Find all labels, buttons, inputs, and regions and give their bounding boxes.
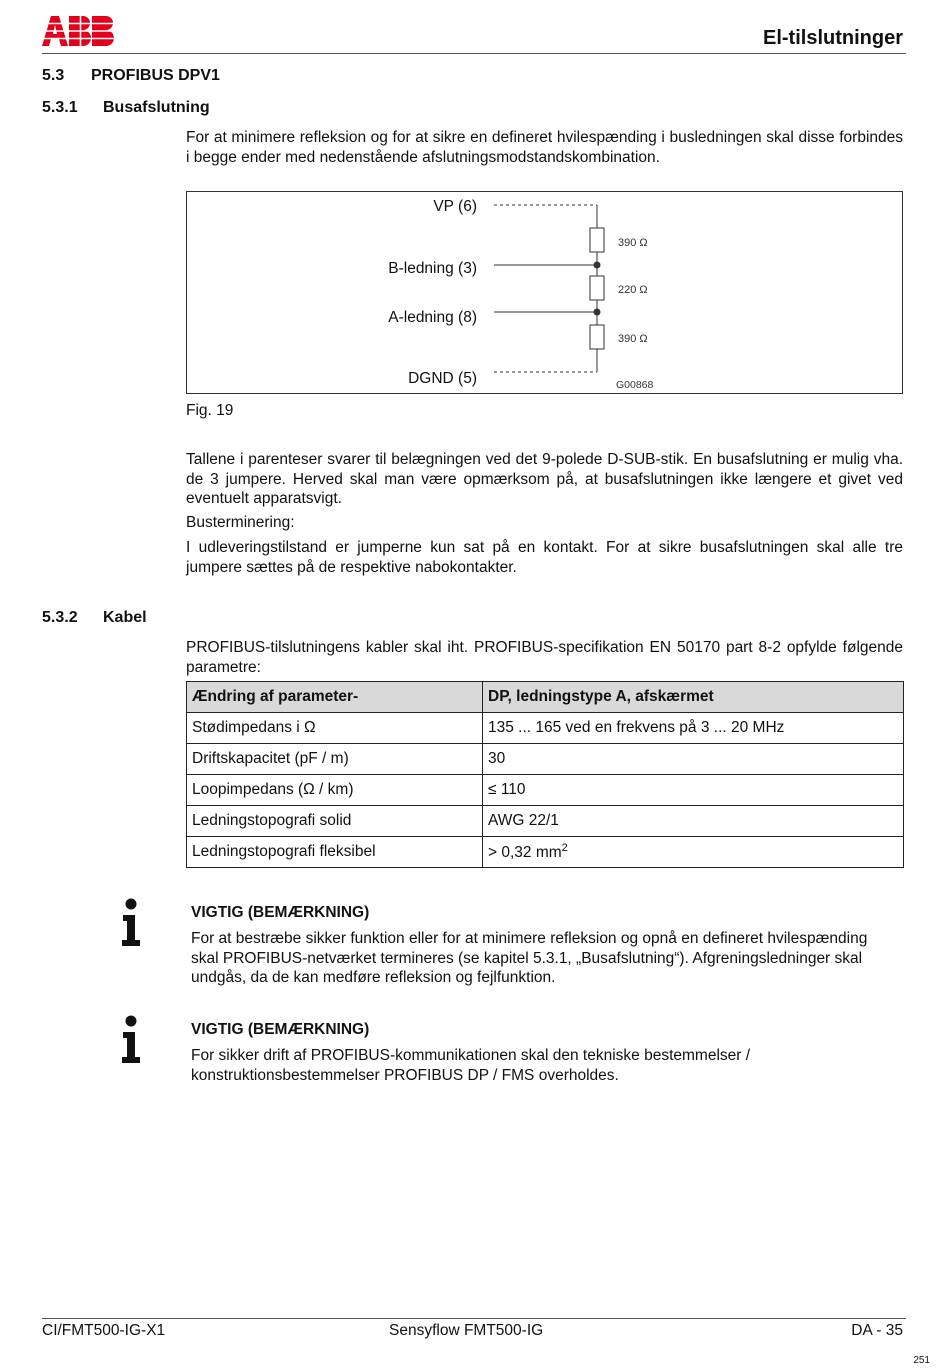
cable-parameter-table	[186, 681, 904, 868]
footer-divider	[42, 1318, 906, 1319]
superscript: 2	[561, 841, 568, 854]
cell-value: > 0,32 mm	[488, 844, 562, 862]
note-title: VIGTIG (BEMÆRKNING)	[191, 904, 370, 921]
subsection-number: 5.3.2	[42, 609, 78, 626]
r3-value: 390 Ω	[618, 333, 648, 345]
subsection-number: 5.3.1	[42, 99, 78, 116]
table-row	[187, 775, 904, 806]
a-junction	[594, 309, 601, 316]
abb-logo	[42, 16, 118, 46]
r2-value: 220 Ω	[618, 284, 648, 296]
table-row	[187, 713, 904, 744]
termination-diagram	[186, 191, 903, 394]
figure-code: G00868	[616, 379, 654, 391]
table-row	[187, 837, 904, 868]
table-row	[187, 806, 904, 837]
info-icon	[118, 1015, 144, 1063]
footer-page: DA - 35	[851, 1322, 903, 1339]
a-line-label: A-ledning (8)	[388, 309, 477, 326]
footer-doc-id: CI/FMT500-IG-X1	[42, 1322, 166, 1339]
figure-caption: Fig. 19	[186, 402, 234, 419]
info-icon	[118, 898, 144, 946]
table-cell: Loopimpedans (Ω / km)	[187, 775, 483, 806]
body-paragraph-3: I udleveringstilstand er jumperne kun sat på en kontakt. For at sikre busafslutningen skal alle tre jumpere sættes på de respektive nabokontakter.	[186, 539, 903, 576]
table-cell: Ledningstopografi solid	[187, 806, 483, 837]
sheet-number: 251	[913, 1355, 930, 1366]
body-paragraph-1: Tallene i parenteser svarer til belægningen ved det 9-polede D-SUB-stik. En busafslutning er mulig vha. de 3 jumpere. Herved skal man være opmærksom på, at busafslutningen ikke længere et givet ved eventuelt apparatsvigt.	[186, 451, 903, 507]
table-header-row	[187, 682, 904, 713]
vp-label: VP (6)	[433, 198, 477, 215]
intro-paragraph: For at minimere refleksion og for at sikre en defineret hvilespænding i busledningen skal disse forbindes i begge ender med nedenstående afslutningsmodstandskombination.	[186, 129, 903, 166]
b-junction	[594, 262, 601, 269]
table-cell: ≤ 110	[483, 775, 904, 806]
resistor-r3	[590, 325, 604, 349]
table-row	[187, 744, 904, 775]
table-cell	[483, 837, 904, 868]
section-number: 5.3	[42, 67, 65, 84]
table-cell: Stødimpedans i Ω	[187, 713, 483, 744]
table-cell: 30	[483, 744, 904, 775]
resistor-r2	[590, 276, 604, 300]
table-cell: Ledningstopografi fleksibel	[187, 837, 483, 868]
resistor-r1	[590, 228, 604, 252]
body-paragraph-2: Busterminering:	[186, 514, 295, 531]
table-cell: 135 ... 165 ved en frekvens på 3 ... 20 MHz	[483, 713, 904, 744]
header-title: El-tilslutninger	[763, 27, 903, 49]
section-title: PROFIBUS DPV1	[91, 67, 220, 84]
footer-product: Sensyflow FMT500-IG	[389, 1322, 544, 1339]
note-title: VIGTIG (BEMÆRKNING)	[191, 1021, 370, 1038]
r1-value: 390 Ω	[618, 237, 648, 249]
note-text: For sikker drift af PROFIBUS-kommunikationen skal den tekniske bestemmelser / konstruktionsbestemmelser PROFIBUS DP / FMS overholdes.	[191, 1047, 751, 1084]
b-line-label: B-ledning (3)	[388, 260, 477, 277]
subsection-title: Kabel	[103, 609, 147, 626]
dgnd-label: DGND (5)	[408, 370, 477, 387]
cable-intro: PROFIBUS-tilslutningens kabler skal iht. PROFIBUS-specifikation EN 50170 part 8-2 opfylde følgende parametre:	[186, 639, 903, 676]
table-header-cell: DP, ledningstype A, afskærmet	[483, 682, 904, 713]
table-header-cell: Ændring af parameter-	[187, 682, 483, 713]
note-text: For at bestræbe sikker funktion eller for at minimere refleksion og opnå en defineret hvilespænding skal PROFIBUS-netværket termineres (se kapitel 5.3.1, „Busafslutning“). Afgreningsledninger skal undgås, da de kan medføre refleksion og fejlfunktion.	[191, 930, 868, 986]
header-divider	[42, 53, 906, 54]
table-cell: AWG 22/1	[483, 806, 904, 837]
subsection-title: Busafslutning	[103, 99, 210, 116]
circuit-drawing	[187, 192, 902, 393]
table-cell: Driftskapacitet (pF / m)	[187, 744, 483, 775]
